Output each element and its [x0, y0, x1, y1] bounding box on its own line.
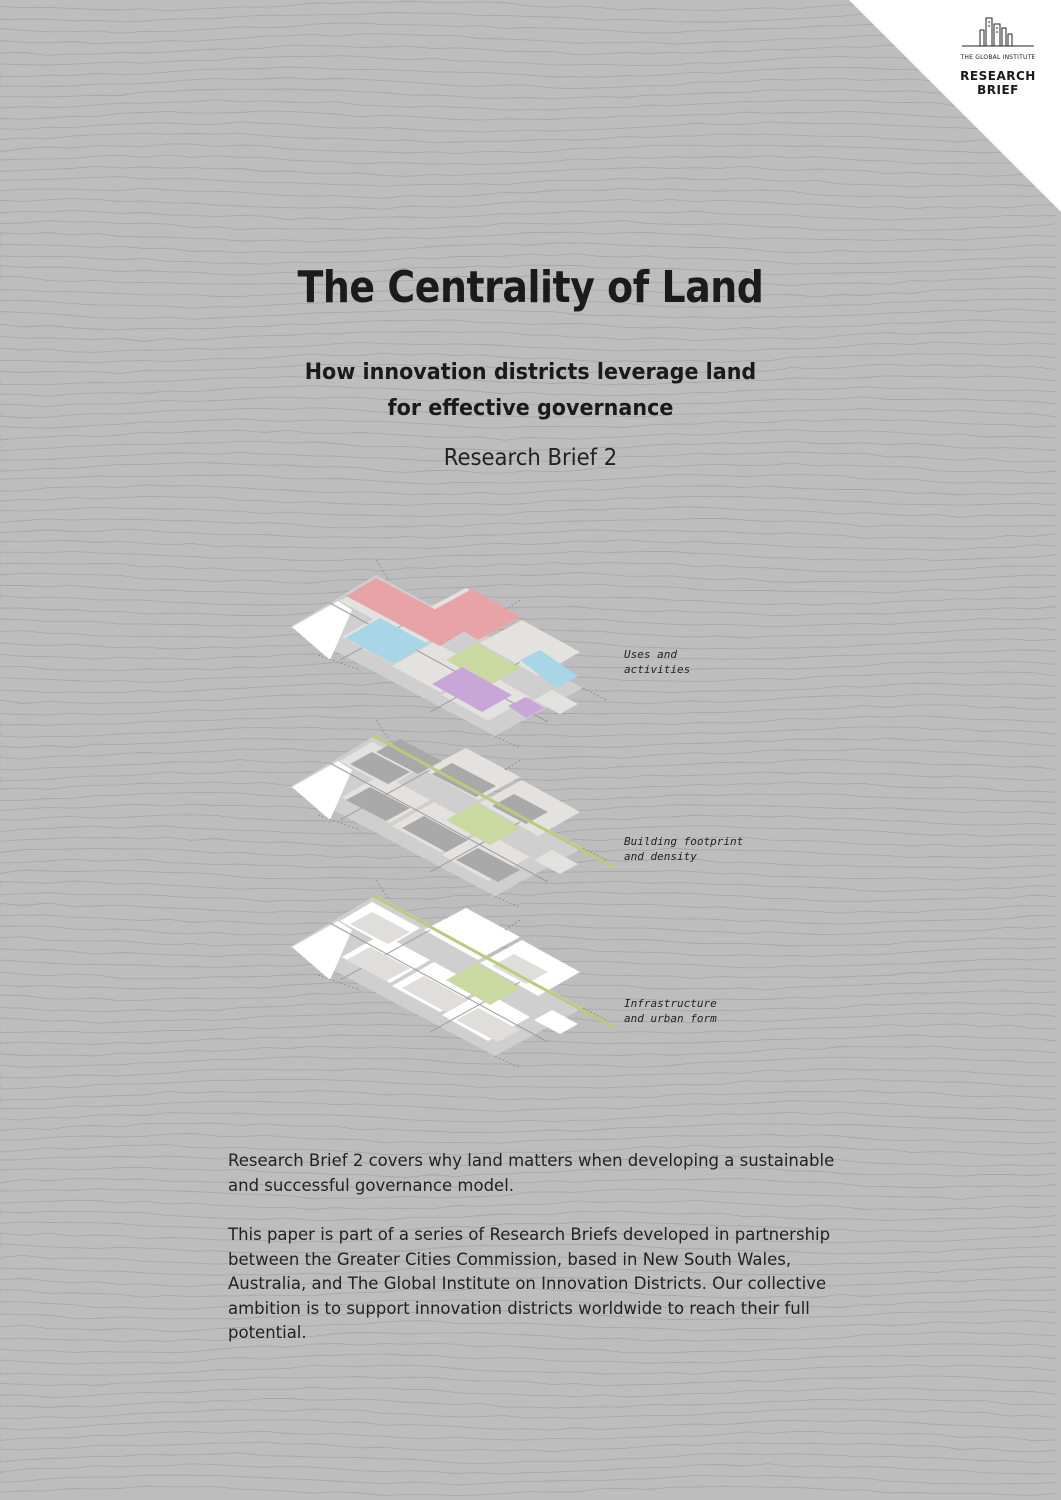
street-extension: [376, 880, 388, 898]
street-extension: [583, 688, 606, 700]
page-title: The Centrality of Land: [297, 262, 764, 313]
body-paragraph-1: Research Brief 2 covers why land matters when developing a sustainable and successful governance model.: [228, 1151, 835, 1195]
logo-brief-text: BRIEF: [977, 83, 1019, 97]
layer-uses-activities: [290, 560, 606, 748]
logo-research-text: RESEARCH: [960, 69, 1036, 83]
subtitle-line-1: How innovation districts leverage land: [304, 360, 757, 385]
logo-org-name: THE GLOBAL INSTITUTE: [960, 54, 1036, 61]
subtitle-line-2: for effective governance: [387, 396, 674, 421]
series-label: Research Brief 2: [443, 445, 618, 471]
street-extension: [376, 560, 388, 578]
street-extension: [495, 736, 520, 748]
street-extension: [505, 920, 520, 930]
layer-label-uses: Uses and activities: [624, 648, 691, 676]
street-extension: [376, 720, 388, 738]
street-extension: [495, 896, 520, 908]
layer-building-footprint: [290, 720, 615, 908]
street-extension: [505, 760, 520, 770]
layer-label-building: Building footprint and density: [624, 835, 744, 863]
layer-infrastructure: [290, 880, 615, 1068]
body-paragraph-2: This paper is part of a series of Research Briefs developed in partnership between the Greater Cities Commission, based in New South Wales, Australia, and The Global Institute on Innovation Districts. Our collective ambition is to support innovation districts worldwide to reach their full potential.: [228, 1225, 831, 1342]
street-extension: [495, 1056, 520, 1068]
street-extension: [505, 600, 520, 610]
layer-label-infrastructure: Infrastructure and urban form: [624, 997, 717, 1025]
